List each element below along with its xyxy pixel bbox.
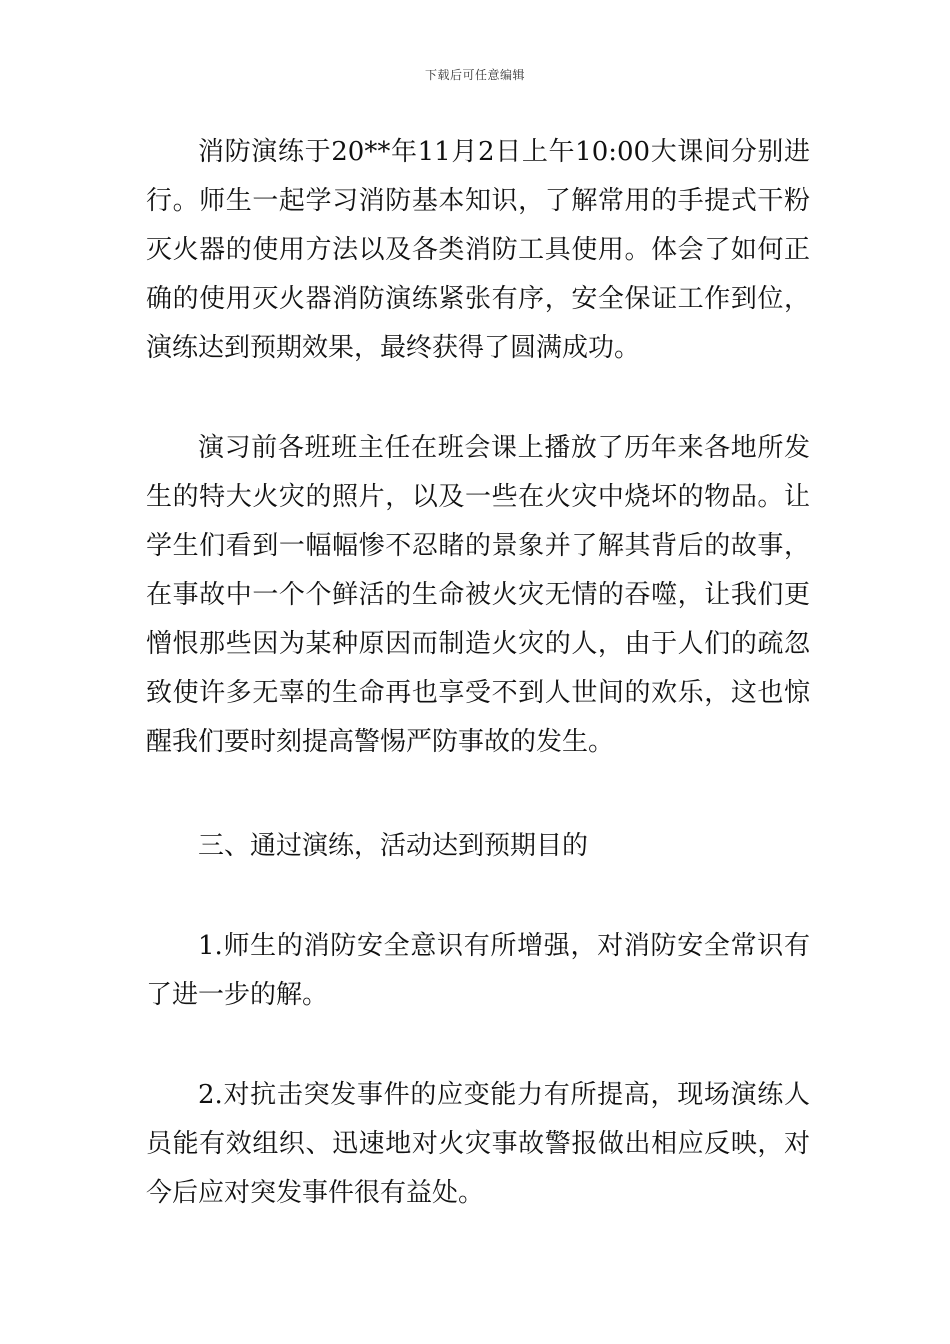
list-item-1: 1.师生的消防安全意识有所增强，对消防安全常识有了进一步的解。	[146, 931, 810, 1010]
section-heading: 三、通过演练，活动达到预期目的	[198, 831, 589, 861]
paragraph-drill-summary: 消防演练于20**年11月2日上午10:00大课间分别进行。师生一起学习消防基本知识，了解常用的手提式干粉灭火器的使用方法以及各类消防工具使用。体会了如何正确的使用灭火器消防演练紧张有序，安全保证工作到位，演练达到预期效果，最终获得了圆满成功。	[146, 137, 810, 363]
list-item-2: 2.对抗击突发事件的应变能力有所提高，现场演练人员能有效组织、迅速地对火灾事故警报做出相应反映，对今后应对突发事件很有益处。	[146, 1080, 810, 1208]
header-note: 下载后可任意编辑	[424, 68, 525, 82]
paragraph-pre-drill-education: 演习前各班班主任在班会课上播放了历年来各地所发生的特大火灾的照片，以及一些在火灾中烧坏的物品。让学生们看到一幅幅惨不忍睹的景象并了解其背后的故事，在事故中一个个鲜活的生命被火灾无情的吞噬，让我们更憎恨那些因为某种原因而制造火灾的人，由于人们的疏忽致使许多无辜的生命再也享受不到人世间的欢乐，这也惊醒我们要时刻提高警惕严防事故的发生。	[146, 433, 810, 757]
